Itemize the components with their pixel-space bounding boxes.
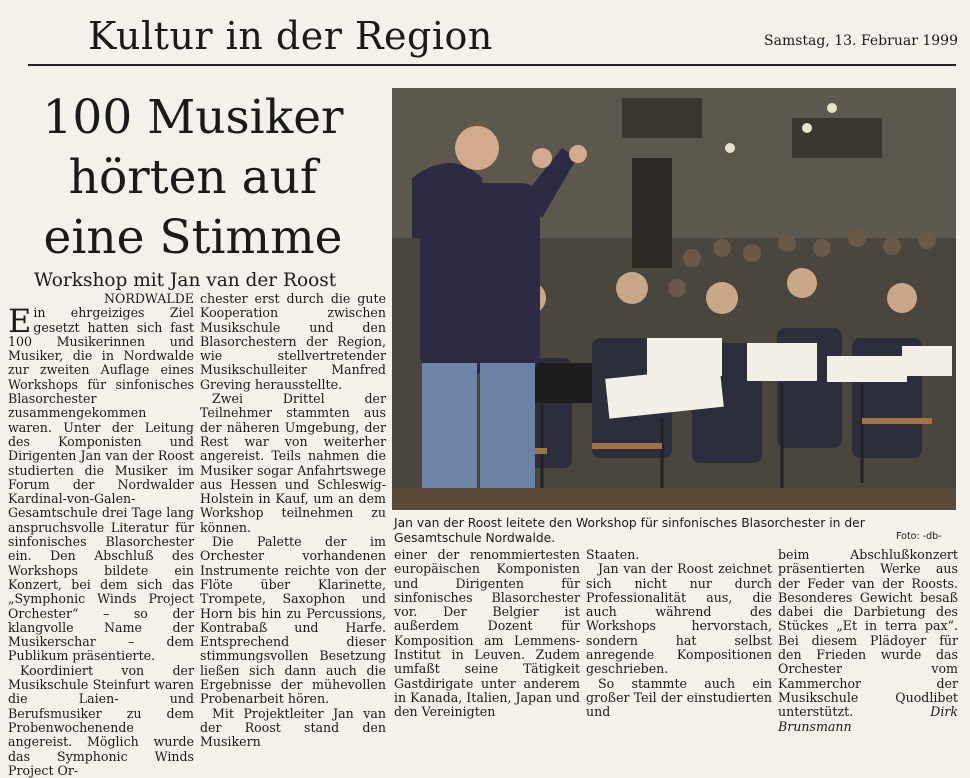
paragraph: einer der renommiertesten europäischen Komponisten und Dirigenten für sinfonisches Blasorchester vor. Der Belgier ist außerdem Dozent für Komposition am Lemmens-Institut in Leuven. Zudem umfaßt seine Tätigkeit Gastdirigate unter anderem in Kanada, Italien, Japan und den Vereinigten [394, 547, 580, 720]
paragraph-text: beim Abschlußkonzert präsentierten Werke aus der Feder van der Roosts. Besonderes Gewicht besaß dabei die Darbietung des Stückes „Et in terra pax“. Bei diesem Plädoyer für den Frieden wurde das Orchester vom Kammerchor der Musikschule Quodlibet unterstützt. [778, 547, 958, 720]
paragraph: Die Palette der im Orchester vorhandenen Instrumente reichte von der Flöte über Klarinette, Trompete, Saxophon und Horn bis hin zu Percussions, Kontrabaß und Harfe. Entsprechend dieser stimmungsvollen Besetzung ließen sich dann auch die Ergebnisse der mühevollen Probenarbeit hören. [200, 534, 386, 707]
orchestra-photo-illustration [392, 88, 956, 510]
photo-caption: Jan van der Roost leitete den Workshop für sinfonisches Blasorchester in der Gesamtschule Nordwalde. [394, 516, 865, 545]
paragraph [8, 302, 194, 664]
section-title: Kultur in der Region [88, 14, 493, 58]
paragraph: Koordiniert von der Musikschule Steinfurt waren die Laien- und Berufsmusiker zu dem Probenwochenende angereist. Möglich wurde das Symphonic Winds Project Or- [8, 662, 194, 778]
drop-cap: E [8, 302, 32, 341]
article-column-3 [394, 548, 580, 720]
paragraph-text: in ehrgeiziges Ziel gesetzt hatten sich fast 100 Musikerinnen und Musiker, die in Nordwalde zur zweiten Auflage eines Workshops für sinfonisches Blasorchester zusammengekommen waren. Unter der Leitung des Komponisten und Dirigenten Jan van der Roost studierten die Musiker im Forum der Nordwalder Kardinal-von-Galen-Gesamtschule drei Tage lang anspruchsvolle Literatur für sinfonisches Blasorchester ein. Den Abschluß des Workshops bildete ein Konzert, bei dem sich das „Symphonic Winds Project Orchester“ – so der klangvolle Name der Musikerschar – dem Publikum präsentierte. [8, 305, 194, 664]
headline-line: eine Stimme [43, 210, 343, 265]
paragraph: Staaten. [586, 547, 640, 562]
article-column-4 [586, 548, 772, 720]
photo-credit: Foto: -db- [896, 531, 942, 542]
headline-line: hörten auf [68, 150, 318, 205]
paragraph: Mit Projektleiter Jan van der Roost stand den Musikern [200, 705, 386, 750]
dateline-place: NORDWALDE [104, 291, 194, 306]
paragraph: Jan van der Roost zeichnet sich nicht nur durch Professionalität aus, die auch während des Workshops hervorstach, sondern hat selbst anregende Kompositionen geschrieben. [586, 561, 772, 677]
headline-line: 100 Musiker [42, 90, 344, 145]
article-column-2 [200, 292, 386, 750]
article-photo [392, 88, 956, 510]
header-rule [28, 64, 956, 66]
author-signature: Dirk Brunsmann [778, 704, 958, 734]
paragraph: Zwei Drittel der Teilnehmer stammten aus der näheren Umgebung, der Rest war von weiterher angereist. Teils nahmen die Musiker sogar Anfahrtswege aus Hessen und Schleswig-Holstein in Kauf, um an dem Workshop teilnehmen zu können. [200, 391, 386, 535]
paragraph: So stammte auch ein großer Teil der einstudierten und [586, 675, 772, 720]
article-column-1 [8, 292, 194, 778]
paragraph: chester erst durch die gute Kooperation zwischen Musikschule und den Blasorchestern der Region, wie stellvertretender Musikschulleiter Manfred Greving herausstellte. [200, 291, 386, 392]
headline [18, 88, 368, 268]
subheadline: Workshop mit Jan van der Roost [34, 270, 337, 291]
issue-date: Samstag, 13. Februar 1999 [764, 33, 958, 49]
